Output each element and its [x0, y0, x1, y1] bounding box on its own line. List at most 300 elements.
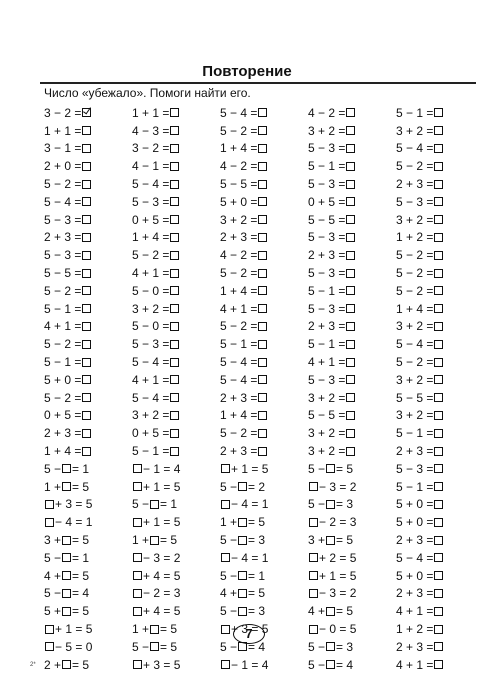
exercise-item: 2 + = 5	[44, 657, 90, 672]
exercise-item: 3 + 2 =	[396, 318, 484, 336]
answer-box[interactable]	[434, 126, 443, 135]
exercise-item: 5 − 2 =	[132, 246, 220, 264]
exercise-item: 5 − 3 =	[308, 264, 396, 282]
exercise-item: 3 + 2 =	[396, 122, 484, 140]
answer-box[interactable]	[258, 286, 267, 295]
answer-box[interactable]	[45, 625, 54, 634]
answer-box[interactable]	[434, 589, 443, 598]
answer-box[interactable]	[45, 642, 54, 651]
exercise-item: 3 + 2 =	[132, 407, 220, 425]
exercise-item: 5 − 5 =	[220, 175, 308, 193]
answer-box[interactable]	[82, 180, 91, 189]
answer-box[interactable]	[258, 322, 267, 331]
answer-box[interactable]	[434, 233, 443, 242]
answer-box[interactable]	[434, 411, 443, 420]
answer-box[interactable]	[82, 269, 91, 278]
answer-box[interactable]	[133, 589, 142, 598]
exercise-item: 5 − = 3	[220, 533, 266, 548]
answer-box[interactable]	[170, 304, 179, 313]
answer-box[interactable]	[82, 251, 91, 260]
exercise-item: 5 − 3 =	[308, 300, 396, 318]
answer-box[interactable]	[258, 126, 267, 135]
answer-box[interactable]	[434, 322, 443, 331]
answer-box[interactable]	[258, 162, 267, 171]
answer-box[interactable]	[434, 358, 443, 367]
exercise-item: 4 + 1 =	[396, 602, 484, 620]
exercise-item: 5 − 2 =	[44, 389, 132, 407]
answer-box[interactable]	[133, 660, 142, 669]
answer-box[interactable]	[170, 126, 179, 135]
answer-box[interactable]	[170, 393, 179, 402]
answer-box[interactable]	[258, 447, 267, 456]
answer-box[interactable]	[434, 482, 443, 491]
exercise-item: 2 + 3 =	[220, 442, 308, 460]
answer-box[interactable]	[238, 518, 247, 527]
exercise-item: + 3 = 5	[132, 656, 220, 674]
answer-box[interactable]	[346, 180, 355, 189]
title-underline	[40, 82, 476, 84]
exercise-item: 2 + 3 =	[396, 531, 484, 549]
answer-box[interactable]	[238, 607, 247, 616]
exercise-item: 5 − 1 =	[132, 442, 220, 460]
exercise-item: − 4 = 1	[44, 513, 132, 531]
exercise-item: 1 + 2 =	[396, 620, 484, 638]
exercise-item: 0 + 5 =	[132, 211, 220, 229]
answer-box[interactable]	[309, 482, 318, 491]
exercise-item: 1 + = 5	[220, 515, 266, 530]
answer-box[interactable]	[309, 518, 318, 527]
exercise-item: 2 + 3 =	[396, 638, 484, 656]
answer-box[interactable]	[434, 429, 443, 438]
answer-box[interactable]	[326, 607, 335, 616]
answer-box[interactable]	[346, 393, 355, 402]
answer-box[interactable]	[82, 215, 91, 224]
answer-box[interactable]	[346, 144, 355, 153]
exercise-item: − 4 = 1	[220, 549, 308, 567]
exercise-item: − 2 = 3	[132, 585, 220, 603]
exercise-item: 2 + 3 =	[44, 424, 132, 442]
answer-box[interactable]	[434, 536, 443, 545]
answer-box[interactable]	[62, 571, 71, 580]
exercise-item: + 2 = 5	[308, 549, 396, 567]
answer-box[interactable]	[434, 340, 443, 349]
exercise-item: 4 − 3 =	[132, 122, 220, 140]
exercise-item: 5 − = 4	[308, 657, 354, 672]
answer-box[interactable]	[133, 518, 142, 527]
answer-box[interactable]	[170, 251, 179, 260]
exercise-item: 5 + 0 =	[220, 193, 308, 211]
exercise-item: 5 − 4 =	[220, 104, 308, 122]
exercise-item: 5 + 0 =	[396, 513, 484, 531]
answer-box[interactable]	[170, 180, 179, 189]
exercise-item: 4 + 1 =	[396, 656, 484, 674]
exercise-item: + 4 = 5	[132, 602, 220, 620]
exercise-item: + 1 = 5	[132, 513, 220, 531]
answer-box[interactable]	[170, 269, 179, 278]
answer-box[interactable]	[346, 447, 355, 456]
exercise-item: 5 − 0 =	[132, 318, 220, 336]
exercise-item: 5 − 1 =	[396, 104, 484, 122]
answer-box[interactable]	[326, 642, 335, 651]
exercise-item: 5 − 4 =	[132, 353, 220, 371]
answer-box[interactable]	[238, 482, 247, 491]
answer-box[interactable]	[82, 447, 91, 456]
answer-box[interactable]	[346, 304, 355, 313]
answer-box[interactable]	[221, 660, 230, 669]
answer-box[interactable]	[258, 340, 267, 349]
answer-box[interactable]	[221, 553, 230, 562]
answer-box[interactable]	[133, 464, 142, 473]
exercise-item: 3 − 1 =	[44, 140, 132, 158]
exercise-item: 5 − 5 =	[396, 389, 484, 407]
answer-box[interactable]	[82, 162, 91, 171]
answer-box[interactable]	[62, 464, 71, 473]
answer-box[interactable]	[434, 180, 443, 189]
exercise-item: 1 + 4 =	[396, 300, 484, 318]
exercise-item: 3 + 2 =	[396, 407, 484, 425]
exercise-item: 5 − 1 =	[220, 335, 308, 353]
exercise-item: 5 − 3 =	[396, 193, 484, 211]
answer-box[interactable]	[346, 108, 355, 117]
exercise-item: 5 − 2 =	[396, 353, 484, 371]
exercise-item: 4 + 1 =	[44, 318, 132, 336]
exercise-item: 5 − 0 =	[132, 282, 220, 300]
answer-box[interactable]	[82, 304, 91, 313]
exercise-item: − 1 = 4	[220, 656, 308, 674]
answer-box[interactable]	[346, 411, 355, 420]
answer-box[interactable]	[170, 322, 179, 331]
exercise-item: 5 − = 1	[44, 550, 90, 565]
answer-box[interactable]	[82, 126, 91, 135]
exercise-item: 5 + = 5	[44, 604, 90, 619]
exercise-item: 5 − = 5	[132, 639, 178, 654]
answer-box[interactable]	[170, 411, 179, 420]
answer-box[interactable]	[170, 197, 179, 206]
exercise-item: 5 − 5 =	[308, 211, 396, 229]
answer-box[interactable]	[133, 607, 142, 616]
exercise-item: 5 − 4 =	[132, 175, 220, 193]
exercise-item: 5 − = 1	[132, 497, 178, 512]
exercise-item: 5 − = 3	[308, 639, 354, 654]
exercise-item: + 3 = 5	[220, 620, 308, 638]
answer-box[interactable]	[434, 108, 443, 117]
answer-box[interactable]	[258, 144, 267, 153]
answer-box[interactable]	[434, 447, 443, 456]
answer-box[interactable]	[82, 233, 91, 242]
exercise-item: 3 + 2 =	[308, 389, 396, 407]
exercise-item: 5 − 3 =	[132, 193, 220, 211]
answer-box[interactable]	[346, 340, 355, 349]
exercise-item: 2 + 3 =	[396, 175, 484, 193]
exercise-item: 5 − 2 =	[44, 175, 132, 193]
answer-box[interactable]	[150, 625, 159, 634]
exercise-item: − 1 = 4	[132, 460, 220, 478]
answer-box[interactable]	[170, 144, 179, 153]
answer-box[interactable]	[258, 180, 267, 189]
exercise-item: 3 − 2 =	[44, 104, 132, 122]
exercise-item: 5 − 3 =	[132, 335, 220, 353]
exercise-item: 4 + = 5	[220, 586, 266, 601]
answer-box[interactable]	[258, 358, 267, 367]
answer-box[interactable]	[82, 375, 91, 384]
exercise-item: + 1 = 5	[308, 567, 396, 585]
answer-box[interactable]	[170, 215, 179, 224]
exercise-item: 5 − 3 =	[308, 175, 396, 193]
checked-answer-box[interactable]	[82, 108, 91, 117]
answer-box[interactable]	[62, 589, 71, 598]
answer-box[interactable]	[170, 286, 179, 295]
exercise-item: 4 − 2 =	[220, 157, 308, 175]
answer-box[interactable]	[170, 233, 179, 242]
exercise-item: 5 + 0 =	[396, 567, 484, 585]
exercise-item: − 3 = 2	[308, 478, 396, 496]
exercise-item: 2 + 3 =	[396, 442, 484, 460]
answer-box[interactable]	[434, 375, 443, 384]
exercise-item: 0 + 5 =	[132, 424, 220, 442]
exercise-item: 3 + 2 =	[308, 424, 396, 442]
answer-box[interactable]	[62, 536, 71, 545]
answer-box[interactable]	[434, 553, 443, 562]
answer-box[interactable]	[221, 625, 230, 634]
answer-box[interactable]	[82, 322, 91, 331]
exercise-item: 5 − 1 =	[44, 353, 132, 371]
exercise-item: 4 − 1 =	[132, 157, 220, 175]
exercise-item: 5 − 5 =	[44, 264, 132, 282]
answer-box[interactable]	[45, 500, 54, 509]
answer-box[interactable]	[434, 304, 443, 313]
answer-box[interactable]	[258, 197, 267, 206]
exercise-item: 5 − 1 =	[396, 478, 484, 496]
exercise-item: 2 + 3 =	[308, 318, 396, 336]
answer-box[interactable]	[133, 571, 142, 580]
exercise-item: 1 + = 5	[132, 533, 178, 548]
answer-box[interactable]	[82, 144, 91, 153]
answer-box[interactable]	[170, 375, 179, 384]
answer-box[interactable]	[309, 553, 318, 562]
answer-box[interactable]	[258, 429, 267, 438]
exercise-item: 5 + 0 =	[396, 496, 484, 514]
exercise-item: 3 + 2 =	[396, 211, 484, 229]
answer-box[interactable]	[346, 269, 355, 278]
answer-box[interactable]	[221, 500, 230, 509]
exercise-item: 5 − 1 =	[308, 157, 396, 175]
exercise-item: 5 − 2 =	[220, 264, 308, 282]
answer-box[interactable]	[346, 126, 355, 135]
answer-box[interactable]	[238, 571, 247, 580]
exercise-item: − 4 = 1	[220, 496, 308, 514]
answer-box[interactable]	[62, 660, 71, 669]
answer-box[interactable]	[170, 358, 179, 367]
answer-box[interactable]	[258, 411, 267, 420]
exercise-item: 5 − = 3	[308, 497, 354, 512]
answer-box[interactable]	[62, 553, 71, 562]
answer-box[interactable]	[82, 340, 91, 349]
answer-box[interactable]	[434, 393, 443, 402]
answer-box[interactable]	[82, 429, 91, 438]
exercise-item: 5 − = 4	[44, 586, 90, 601]
exercise-item: 4 + 1 =	[132, 264, 220, 282]
exercise-item: 5 − = 4	[220, 639, 266, 654]
exercise-item: 4 + = 5	[308, 604, 354, 619]
exercise-item: 5 − 2 =	[396, 246, 484, 264]
answer-box[interactable]	[170, 447, 179, 456]
exercise-item: 5 − 3 =	[308, 229, 396, 247]
exercise-item: 2 + 3 =	[396, 585, 484, 603]
answer-box[interactable]	[346, 251, 355, 260]
answer-box[interactable]	[170, 162, 179, 171]
answer-box[interactable]	[346, 358, 355, 367]
answer-box[interactable]	[150, 536, 159, 545]
exercise-item: 5 − 4 =	[396, 140, 484, 158]
answer-box[interactable]	[258, 375, 267, 384]
exercise-item: 2 + 3 =	[220, 229, 308, 247]
exercise-item: − 0 = 5	[308, 620, 396, 638]
answer-box[interactable]	[434, 607, 443, 616]
page-title: Повторение	[202, 63, 292, 80]
answer-box[interactable]	[346, 375, 355, 384]
exercise-item: 1 + 4 =	[220, 140, 308, 158]
exercise-item: 1 + 1 =	[132, 104, 220, 122]
exercise-item: 5 − = 3	[220, 604, 266, 619]
exercise-item: 4 − 2 =	[220, 246, 308, 264]
answer-box[interactable]	[434, 571, 443, 580]
answer-box[interactable]	[258, 304, 267, 313]
exercise-item: 4 + 1 =	[132, 371, 220, 389]
answer-box[interactable]	[82, 358, 91, 367]
answer-box[interactable]	[258, 269, 267, 278]
answer-box[interactable]	[238, 536, 247, 545]
answer-box[interactable]	[434, 660, 443, 669]
exercise-item: 5 − 3 =	[308, 140, 396, 158]
answer-box[interactable]	[346, 322, 355, 331]
answer-box[interactable]	[346, 197, 355, 206]
answer-box[interactable]	[434, 500, 443, 509]
exercise-item: 0 + 5 =	[308, 193, 396, 211]
answer-box[interactable]	[238, 589, 247, 598]
exercise-item: − 2 = 3	[308, 513, 396, 531]
exercise-item: 5 − 2 =	[220, 424, 308, 442]
answer-box[interactable]	[309, 589, 318, 598]
answer-box[interactable]	[434, 215, 443, 224]
answer-box[interactable]	[434, 269, 443, 278]
answer-box[interactable]	[434, 251, 443, 260]
answer-box[interactable]	[346, 233, 355, 242]
exercise-item: 5 − 2 =	[396, 264, 484, 282]
answer-box[interactable]	[258, 215, 267, 224]
answer-box[interactable]	[258, 233, 267, 242]
exercise-item: − 3 = 2	[308, 585, 396, 603]
exercise-item: 5 − 1 =	[44, 300, 132, 318]
exercise-item: 5 − 4 =	[220, 371, 308, 389]
answer-box[interactable]	[170, 108, 179, 117]
answer-box[interactable]	[62, 482, 71, 491]
exercise-item: + 3 = 5	[44, 496, 132, 514]
answer-box[interactable]	[326, 464, 335, 473]
answer-box[interactable]	[326, 660, 335, 669]
answer-box[interactable]	[434, 197, 443, 206]
exercise-item: 5 − 3 =	[44, 246, 132, 264]
answer-box[interactable]	[326, 500, 335, 509]
exercise-item: 0 + 5 =	[44, 407, 132, 425]
answer-box[interactable]	[170, 429, 179, 438]
exercise-item: 3 + 2 =	[308, 122, 396, 140]
answer-box[interactable]	[150, 642, 159, 651]
answer-box[interactable]	[434, 625, 443, 634]
answer-box[interactable]	[258, 108, 267, 117]
exercise-item: 5 − 2 =	[44, 335, 132, 353]
answer-box[interactable]	[346, 286, 355, 295]
footer-mark: 2*	[30, 662, 36, 668]
exercise-item: 1 + 4 =	[220, 407, 308, 425]
answer-box[interactable]	[434, 162, 443, 171]
exercise-item: 1 + 4 =	[220, 282, 308, 300]
answer-box[interactable]	[221, 464, 230, 473]
page-number: 7	[233, 624, 265, 644]
answer-box[interactable]	[170, 340, 179, 349]
answer-box[interactable]	[258, 393, 267, 402]
answer-box[interactable]	[62, 607, 71, 616]
answer-box[interactable]	[150, 500, 159, 509]
answer-box[interactable]	[434, 642, 443, 651]
answer-box[interactable]	[133, 553, 142, 562]
answer-box[interactable]	[326, 536, 335, 545]
exercise-item: 1 + = 5	[132, 622, 178, 636]
exercise-item: 3 + = 5	[308, 533, 354, 548]
exercise-item: 3 − 2 =	[132, 140, 220, 158]
exercise-item: + 1 = 5	[132, 478, 220, 496]
answer-box[interactable]	[434, 464, 443, 473]
exercise-item: 5 − 2 =	[220, 318, 308, 336]
exercise-item: 5 − 1 =	[308, 282, 396, 300]
answer-box[interactable]	[309, 571, 318, 580]
exercise-item: 3 + 2 =	[220, 211, 308, 229]
answer-box[interactable]	[45, 518, 54, 527]
exercise-item: 2 + 3 =	[220, 389, 308, 407]
exercise-item: 3 + 2 =	[396, 371, 484, 389]
exercise-item: − 5 = 0	[44, 638, 132, 656]
answer-box[interactable]	[82, 393, 91, 402]
exercise-item: 5 − 4 =	[396, 549, 484, 567]
answer-box[interactable]	[258, 251, 267, 260]
exercise-item: 5 − 2 =	[396, 282, 484, 300]
answer-box[interactable]	[133, 482, 142, 491]
exercise-grid	[44, 104, 484, 674]
exercise-item: 5 − 2 =	[220, 122, 308, 140]
exercise-item: 5 − 4 =	[132, 389, 220, 407]
answer-box[interactable]	[309, 625, 318, 634]
answer-box[interactable]	[346, 162, 355, 171]
exercise-item: 1 + 4 =	[132, 229, 220, 247]
exercise-item: 5 − 1 =	[308, 335, 396, 353]
exercise-item: 4 − 2 =	[308, 104, 396, 122]
exercise-item: 5 + 0 =	[44, 371, 132, 389]
answer-box[interactable]	[434, 286, 443, 295]
exercise-item: 3 + = 5	[44, 533, 90, 548]
answer-box[interactable]	[434, 144, 443, 153]
exercise-item: 1 + 2 =	[396, 229, 484, 247]
exercise-item: 3 + 2 =	[132, 300, 220, 318]
answer-box[interactable]	[82, 197, 91, 206]
answer-box[interactable]	[82, 411, 91, 420]
exercise-item: 2 + 3 =	[44, 229, 132, 247]
answer-box[interactable]	[82, 286, 91, 295]
exercise-item: 1 + = 5	[44, 479, 90, 494]
answer-box[interactable]	[346, 429, 355, 438]
answer-box[interactable]	[346, 215, 355, 224]
exercise-item: 5 − 4 =	[396, 335, 484, 353]
exercise-item: 3 + 2 =	[308, 442, 396, 460]
answer-box[interactable]	[434, 518, 443, 527]
